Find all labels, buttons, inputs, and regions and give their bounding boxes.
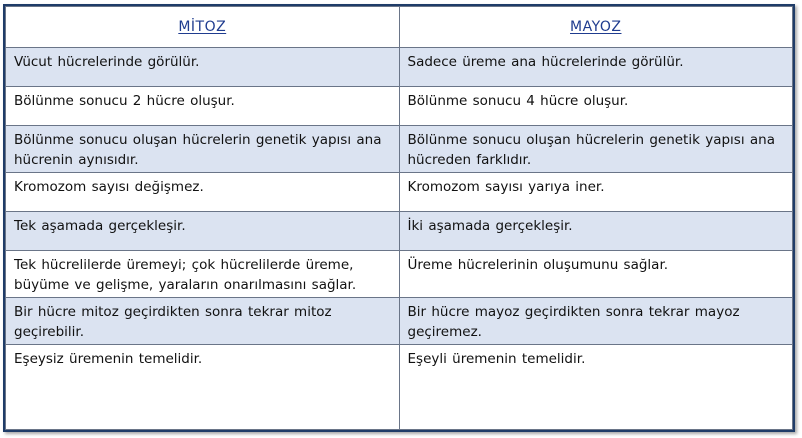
mitoz-cell: Bölünme sonucu oluşan hücrelerin genetik yapısı ana hücrenin aynısıdır. (6, 126, 400, 173)
mitoz-cell: Eşeysiz üremenin temelidir. (6, 345, 400, 430)
mitoz-cell: Tek aşamada gerçekleşir. (6, 212, 400, 251)
header-mayoz (399, 7, 793, 48)
mayoz-cell: Eşeyli üremenin temelidir. (399, 345, 793, 430)
table-row (6, 173, 793, 212)
mayoz-cell: Bölünme sonucu oluşan hücrelerin genetik yapısı ana hücreden farklıdır. (399, 126, 793, 173)
mayoz-cell: Bölünme sonucu 4 hücre oluşur. (399, 87, 793, 126)
table-row (6, 345, 793, 430)
header-mitoz-label: MİTOZ (178, 19, 227, 35)
mayoz-cell: Bir hücre mayoz geçirdikten sonra tekrar mayoz geçiremez. (399, 298, 793, 345)
mitoz-cell: Vücut hücrelerinde görülür. (6, 48, 400, 87)
table-row (6, 126, 793, 173)
mayoz-cell: Kromozom sayısı yarıya iner. (399, 173, 793, 212)
mitoz-cell: Bölünme sonucu 2 hücre oluşur. (6, 87, 400, 126)
table-row (6, 87, 793, 126)
header-mitoz (6, 7, 400, 48)
mayoz-cell: Üreme hücrelerinin oluşumunu sağlar. (399, 251, 793, 298)
table-row (6, 251, 793, 298)
mitoz-cell: Kromozom sayısı değişmez. (6, 173, 400, 212)
header-row (6, 7, 793, 48)
mayoz-cell: İki aşamada gerçekleşir. (399, 212, 793, 251)
header-mayoz-label: MAYOZ (570, 19, 622, 35)
table-row (6, 212, 793, 251)
mitoz-cell: Bir hücre mitoz geçirdikten sonra tekrar mitoz geçirebilir. (6, 298, 400, 345)
mitoz-cell: Tek hücrelilerde üremeyi; çok hücrelilerde üreme, büyüme ve gelişme, yaraların onarılmasını sağlar. (6, 251, 400, 298)
mitoz-mayoz-comparison-table (5, 6, 793, 430)
table-row (6, 48, 793, 87)
mayoz-cell: Sadece üreme ana hücrelerinde görülür. (399, 48, 793, 87)
table-row (6, 298, 793, 345)
comparison-table-frame (3, 4, 795, 432)
